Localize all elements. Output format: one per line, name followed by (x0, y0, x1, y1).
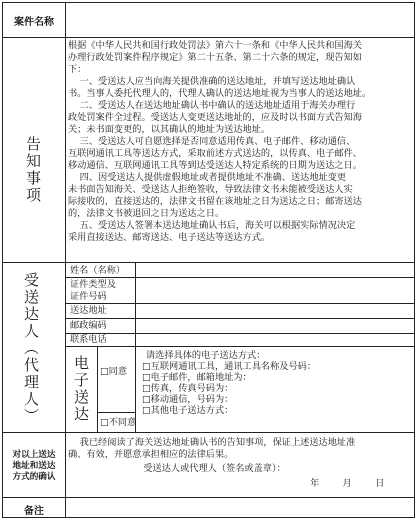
address-input[interactable] (137, 305, 413, 317)
notice-line: 下： (68, 64, 87, 75)
postcode-input[interactable] (137, 320, 413, 332)
option-fax-checkbox[interactable]: □传真，传真号码为： (142, 383, 234, 394)
recipient-label: 受送达人（代理人） (22, 271, 40, 425)
divider (65, 303, 415, 304)
confirm-line: 确、有效，并愿意承担相应的法律后果。 (68, 449, 234, 460)
case-name-field[interactable] (67, 4, 413, 36)
divider (65, 346, 415, 347)
electronic-prompt: 请选择具体的电子送达方式： (146, 350, 266, 361)
notice-line: 政处罚案件全过程。受送达人变更送达地址的，应及时以书面方式告知海 (68, 112, 362, 123)
divider (2, 497, 415, 498)
field-name-label: 姓名（名称） (70, 265, 126, 276)
notice-line: 四、因受送达人提供虚假地址或者提供地址不准确、送达地址变更 (68, 172, 347, 183)
field-postcode-label: 邮政编码 (70, 320, 107, 331)
signature-label: 受送达人或代理人（签名或盖章）： (120, 463, 286, 474)
field-id-label: 证件类型及 (70, 279, 116, 290)
notice-label: 告知事项 (24, 136, 42, 204)
notice-line: 书。当事人委托代理人的，代理人确认的送达地址视为当事人的送达地址。 (68, 88, 372, 99)
notice-line: 根据《中华人民共和国行政处罚法》第六十一条和《中华人民共和国海关 (68, 40, 362, 51)
option-email-checkbox[interactable]: □电子邮件，邮箱地址为： (142, 372, 252, 383)
remarks-field[interactable] (67, 499, 413, 517)
notice-line: 际接收的，直接送达的，法律文书留在该地址之日为送达之日；邮寄送达 (68, 196, 362, 207)
field-address-label: 送达地址 (70, 305, 107, 316)
id-input[interactable] (137, 279, 413, 302)
notice-line: 互联网通讯工具等送达方式，采取前述方式送达的，以传真、电子邮件、 (68, 148, 362, 159)
divider (135, 262, 136, 432)
notice-line: 一、受送达人应当向海关提供准确的送达地址，并填写送达地址确认 (68, 76, 356, 87)
divider (2, 432, 415, 433)
divider (65, 277, 415, 278)
option-other-checkbox[interactable]: □其他电子送达方式： (142, 405, 234, 416)
option-mobile-checkbox[interactable]: □移动通信，号码为： (142, 394, 234, 405)
notice-line: 办理行政处罚案件程序规定》第二十五条、第二十六条的规定，现告知如 (68, 52, 362, 63)
disagree-checkbox[interactable]: □不同意 (100, 417, 137, 428)
divider (65, 2, 66, 518)
notice-line: 未书面告知海关、受送达人拒绝签收，导致法律文书未能被受送达人实 (68, 184, 353, 195)
notice-line: 的，法律文书被退回之日为送达之日。 (68, 208, 225, 219)
divider (97, 346, 98, 432)
agree-checkbox[interactable]: □同意 (100, 366, 128, 377)
name-input[interactable] (137, 264, 413, 276)
confirm-label-line: 对以上送达 (12, 450, 56, 460)
case-name-label: 案件名称 (14, 17, 54, 28)
notice-line: 二、受送达人在送达地址确认书中确认的送达地址适用于海关办理行 (68, 100, 356, 111)
confirm-label (4, 450, 64, 483)
confirm-label-line: 地址和送达 (12, 461, 56, 471)
divider (2, 262, 415, 263)
field-id-label-2: 证件号码 (70, 291, 107, 302)
divider (2, 37, 415, 38)
confirm-label-line: 方式的确认 (12, 472, 56, 482)
confirm-line: 我已经阅读了海关送达地址确认书的告知事项，保证上述送达地址准 (68, 437, 356, 448)
notice-line: 关；未书面变更的，以其确认的地址为送达地址。 (68, 124, 271, 135)
notice-line: 五、受送达人签署本送达地址确认书后，海关可以根据实际情况决定 (68, 220, 356, 231)
divider (65, 318, 415, 319)
divider (97, 412, 135, 413)
remarks-label: 备注 (24, 506, 44, 517)
notice-line: 采用直接送达、邮寄送达、电子送达等送达方式。 (68, 232, 271, 243)
field-phone-label: 联系电话 (70, 334, 107, 345)
date-label: 年 月 日 (310, 478, 385, 489)
phone-input[interactable] (137, 334, 413, 345)
option-im-checkbox[interactable]: □互联网通讯工具，通讯工具名称及号码： (142, 361, 317, 372)
notice-line: 移动通信、互联网通讯工具等到达受送达人特定系统的日期为送达之日。 (68, 160, 362, 171)
notice-line: 三、受送达人可自愿选择是否同意适用传真、电子邮件、移动通信、 (68, 136, 356, 147)
electronic-label: 电子送达 (72, 355, 90, 423)
